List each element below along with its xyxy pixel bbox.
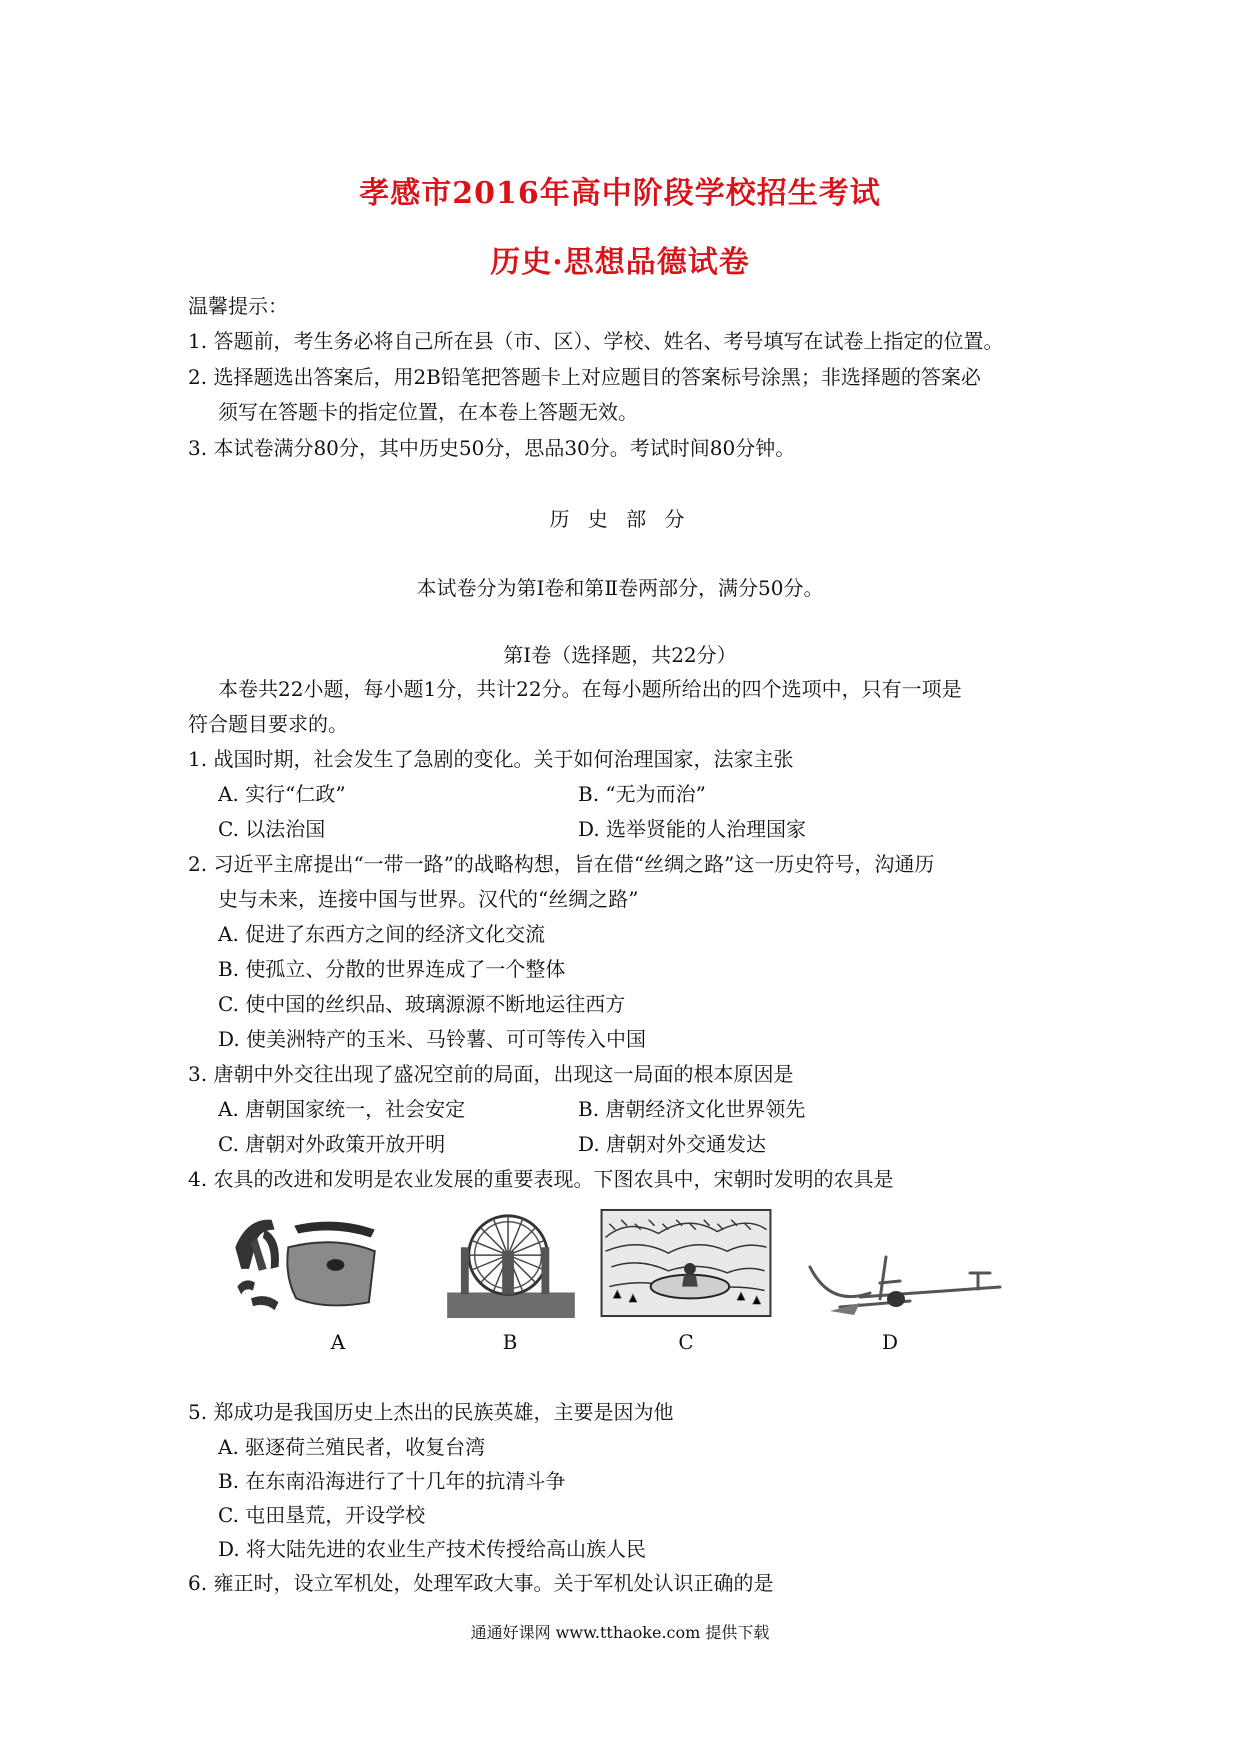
page-footer: 通通好课网 www.tthaoke.com 提供下载 bbox=[470, 1623, 770, 1642]
question-stem: 4. 农具的改进和发明是农业发展的重要表现。下图农具中，宋朝时发明的农具是 bbox=[188, 1167, 894, 1191]
notice-item: 1. 答题前，考生务必将自己所在县（市、区）、学校、姓名、考号填写在试卷上指定的位置。 bbox=[188, 329, 1004, 353]
option: C. 以法治国 bbox=[218, 817, 326, 841]
option: B. 唐朝经济文化世界领先 bbox=[578, 1097, 806, 1121]
section-note: 本试卷分为第Ⅰ卷和第Ⅱ卷两部分，满分50分。 bbox=[416, 576, 824, 600]
option: A. 实行“仁政” bbox=[218, 782, 346, 806]
figure-label: A bbox=[330, 1330, 346, 1354]
part1-title: 第Ⅰ卷（选择题，共22分） bbox=[503, 643, 737, 667]
question-stem: 3. 唐朝中外交往出现了盛况空前的局面，出现这一局面的根本原因是 bbox=[188, 1062, 794, 1086]
notice-heading: 温馨提示： bbox=[188, 294, 288, 318]
exam-subtitle: 历史·思想品德试卷 bbox=[490, 245, 750, 280]
option: C. 屯田垦荒，开设学校 bbox=[218, 1503, 426, 1527]
option: B. 使孤立、分散的世界连成了一个整体 bbox=[218, 957, 566, 981]
question-stem: 史与未来，连接中国与世界。汉代的“丝绸之路” bbox=[218, 887, 639, 911]
option: A. 唐朝国家统一，社会安定 bbox=[218, 1097, 466, 1121]
figure-c-woodcut-scene bbox=[598, 1208, 774, 1318]
option: B. “无为而治” bbox=[578, 782, 706, 806]
part1-intro: 符合题目要求的。 bbox=[188, 712, 348, 736]
option: C. 唐朝对外政策开放开明 bbox=[218, 1132, 446, 1156]
question-stem: 2. 习近平主席提出“一带一路”的战略构想，旨在借“丝绸之路”这一历史符号，沟通历 bbox=[188, 852, 935, 876]
option: D. 使美洲特产的玉米、马铃薯、可可等传入中国 bbox=[218, 1027, 647, 1051]
option: D. 将大陆先进的农业生产技术传授给高山族人民 bbox=[218, 1537, 647, 1561]
question-stem: 1. 战国时期，社会发生了急剧的变化。关于如何治理国家，法家主张 bbox=[188, 747, 794, 771]
option: D. 选举贤能的人治理国家 bbox=[578, 817, 807, 841]
question-stem: 6. 雍正时，设立军机处，处理军政大事。关于军机处认识正确的是 bbox=[188, 1571, 774, 1595]
part1-intro: 本卷共22小题，每小题1分，共计22分。在每小题所给出的四个选项中，只有一项是 bbox=[218, 677, 962, 701]
notice-item: 须写在答题卡的指定位置，在本卷上答题无效。 bbox=[218, 400, 638, 424]
figure-d-plough bbox=[800, 1232, 1016, 1342]
option: A. 驱逐荷兰殖民者，收复台湾 bbox=[218, 1435, 486, 1459]
exam-title: 孝感市2016年高中阶段学校招生考试 bbox=[359, 176, 881, 211]
figure-b-waterwheel bbox=[446, 1208, 576, 1318]
notice-item: 3. 本试卷满分80分，其中历史50分，思品30分。考试时间80分钟。 bbox=[188, 436, 796, 460]
figure-label: B bbox=[502, 1330, 518, 1354]
option: B. 在东南沿海进行了十几年的抗清斗争 bbox=[218, 1469, 566, 1493]
notice-item: 2. 选择题选出答案后，用2B铅笔把答题卡上对应题目的答案标号涂黑；非选择题的答案必 bbox=[188, 365, 981, 389]
option: A. 促进了东西方之间的经济文化交流 bbox=[218, 922, 546, 946]
figure-label: C bbox=[678, 1330, 694, 1354]
figure-a-iron-tools bbox=[226, 1208, 388, 1318]
section-title: 历 史 部 分 bbox=[549, 507, 691, 531]
option: D. 唐朝对外交通发达 bbox=[578, 1132, 767, 1156]
option: C. 使中国的丝织品、玻璃源源不断地运往西方 bbox=[218, 992, 626, 1016]
figure-label: D bbox=[881, 1330, 899, 1354]
question-stem: 5. 郑成功是我国历史上杰出的民族英雄，主要是因为他 bbox=[188, 1400, 674, 1424]
